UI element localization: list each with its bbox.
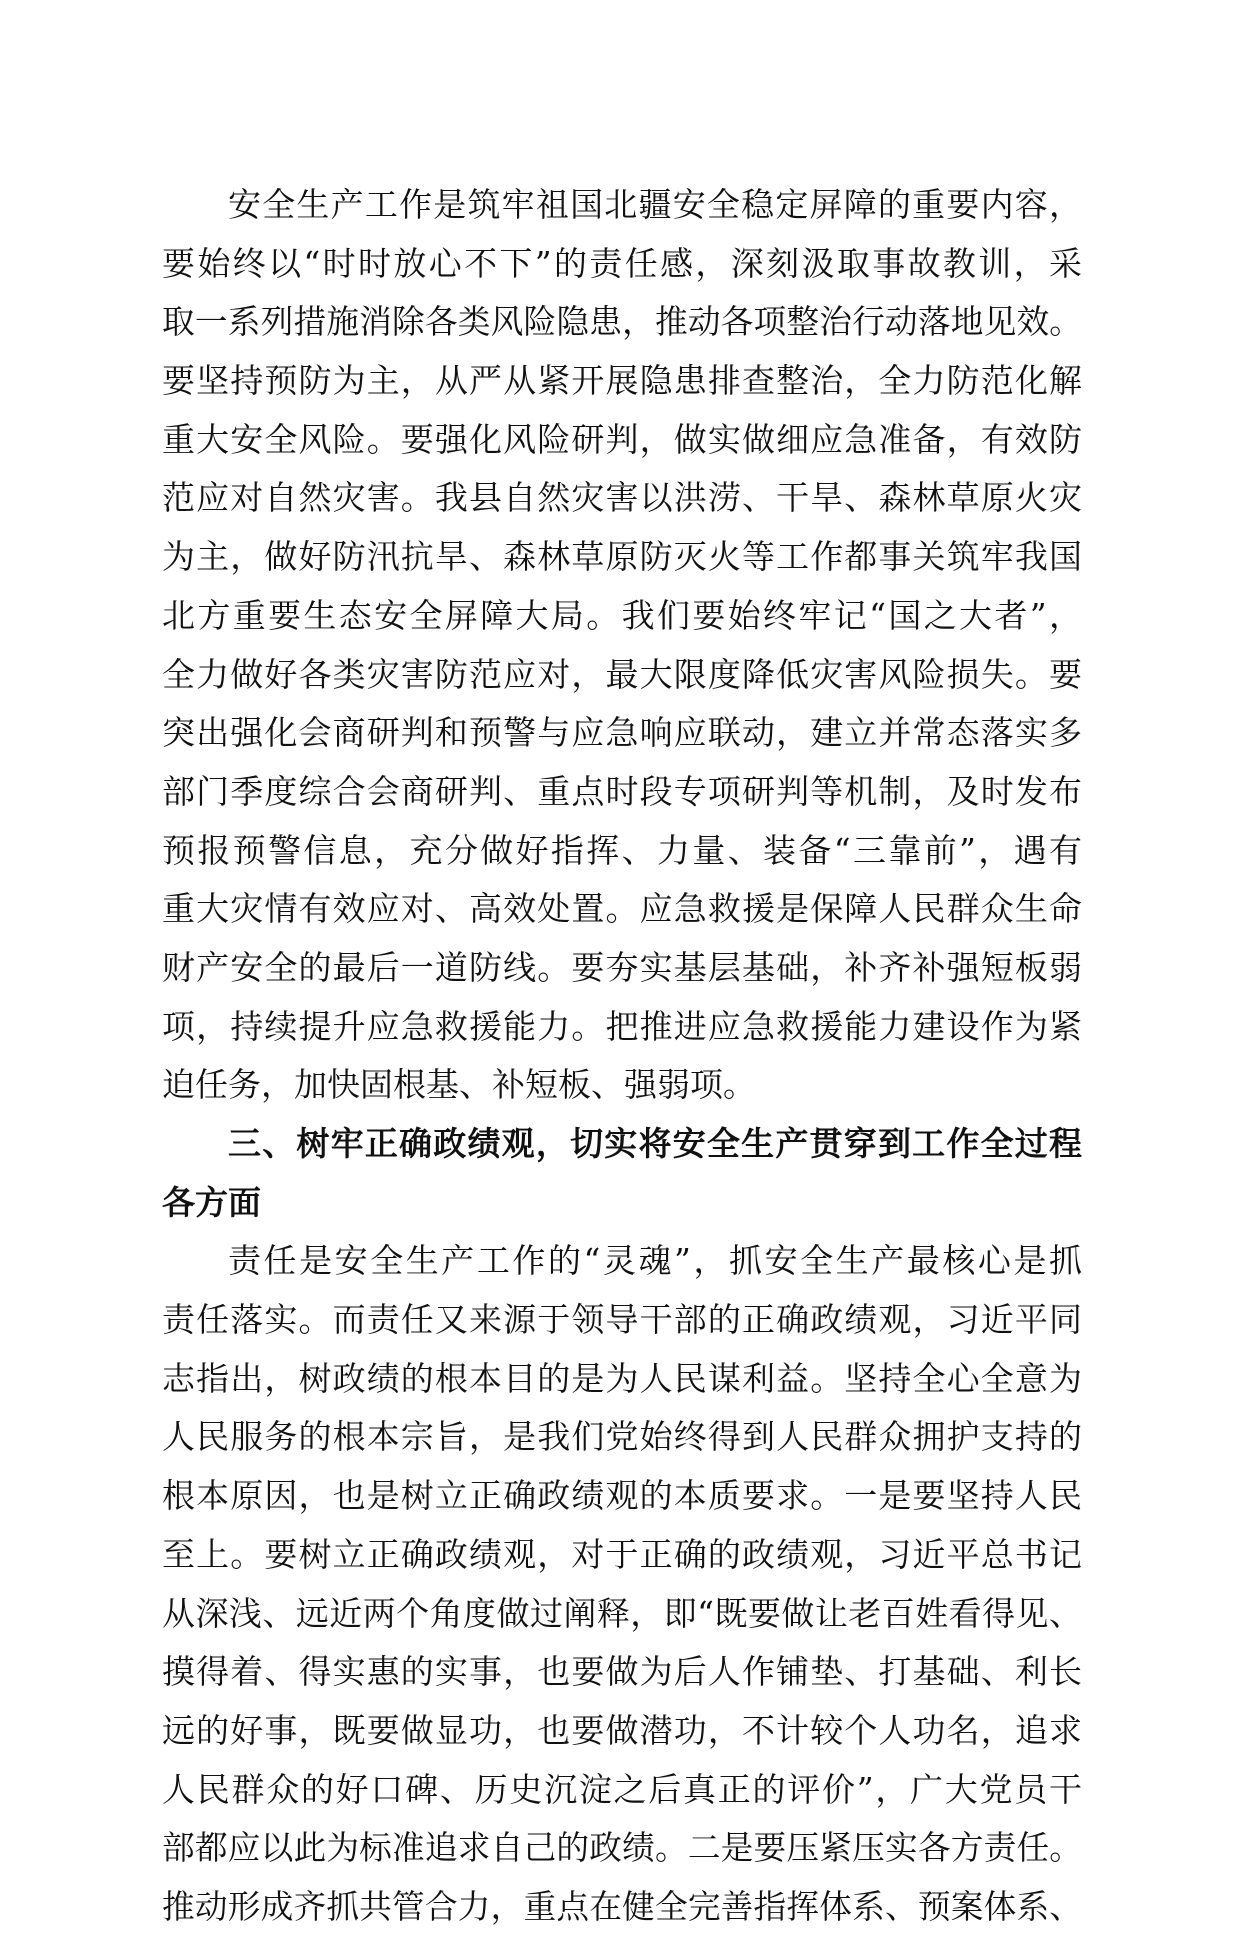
paragraph-line: 北方重要生态安全屏障大局。我们要始终牢记“国之大者”，: [162, 595, 1082, 635]
paragraph-line: 项，持续提升应急救援能力。把推进应急救援能力建设作为紧: [162, 1006, 1082, 1046]
paragraph-line: 责任是安全生产工作的“灵魂”，抓安全生产最核心是抓: [228, 1241, 1082, 1281]
paragraph-line: 部都应以此为标准追求自己的政绩。二是要压紧压实各方责任。: [162, 1829, 1082, 1868]
heading-line: 各方面: [162, 1182, 261, 1222]
paragraph-1: [162, 176, 1082, 1115]
paragraph-line: 取一系列措施消除各类风险隐患，推动各项整治行动落地见效。: [162, 303, 1082, 342]
paragraph-line: 远的好事，既要做显功，也要做潜功，不计较个人功名，追求: [162, 1710, 1082, 1750]
paragraph-line: 财产安全的最后一道防线。要夯实基层基础，补齐补强短板弱: [162, 947, 1082, 987]
paragraph-line: 摸得着、得实惠的实事，也要做为后人作铺垫、打基础、利长: [162, 1652, 1082, 1692]
paragraph-line: 志指出，树政绩的根本目的是为人民谋利益。坚持全心全意为: [162, 1358, 1082, 1398]
heading-line: 三、树牢正确政绩观，切实将安全生产贯穿到工作全过程: [228, 1124, 1082, 1163]
paragraph-line: 部门季度综合会商研判、重点时段专项研判等机制，及时发布: [162, 771, 1082, 811]
paragraph-line: 为主，做好防汛抗旱、森林草原防灭火等工作都事关筑牢我国: [162, 537, 1082, 577]
document-body: [162, 176, 1082, 1937]
paragraph-line: 至上。要树立正确政绩观，对于正确的政绩观，习近平总书记: [162, 1534, 1082, 1574]
paragraph-line: 突出强化会商研判和预警与应急响应联动，建立并常态落实多: [162, 713, 1082, 753]
section-heading: [162, 1115, 1082, 1232]
paragraph-line: 要始终以“时时放心不下”的责任感，深刻汲取事故教训，采: [162, 243, 1082, 283]
paragraph-line: 责任落实。而责任又来源于领导干部的正确政绩观，习近平同: [162, 1300, 1082, 1340]
paragraph-line: 预报预警信息，充分做好指挥、力量、装备“三靠前”，遇有: [162, 830, 1082, 870]
paragraph-line: 人民群众的好口碑、历史沉淀之后真正的评价”，广大党员干: [162, 1769, 1082, 1809]
paragraph-line: 迫任务，加快固根基、补短板、强弱项。: [162, 1065, 756, 1105]
paragraph-line: 全力做好各类灾害防范应对，最大限度降低灾害风险损失。要: [162, 654, 1082, 694]
paragraph-line: 范应对自然灾害。我县自然灾害以洪涝、干旱、森林草原火灾: [162, 478, 1082, 518]
paragraph-line: 人民服务的根本宗旨，是我们党始终得到人民群众拥护支持的: [162, 1417, 1082, 1457]
paragraph-line: 要坚持预防为主，从严从紧开展隐患排查整治，全力防范化解: [162, 361, 1082, 401]
paragraph-line: 重大灾情有效应对、高效处置。应急救援是保障人民群众生命: [162, 889, 1082, 929]
paragraph-line: 推动形成齐抓共管合力，重点在健全完善指挥体系、预案体系、: [162, 1887, 1082, 1926]
paragraph-line: 安全生产工作是筑牢祖国北疆安全稳定屏障的重要内容，: [228, 185, 1082, 224]
paragraph-line: 重大安全风险。要强化风险研判，做实做细应急准备，有效防: [162, 419, 1082, 459]
paragraph-2: [162, 1232, 1082, 1936]
paragraph-line: 从深浅、远近两个角度做过阐释，即“既要做让老百姓看得见、: [162, 1593, 1082, 1633]
paragraph-line: 根本原因，也是树立正确政绩观的本质要求。一是要坚持人民: [162, 1476, 1082, 1516]
